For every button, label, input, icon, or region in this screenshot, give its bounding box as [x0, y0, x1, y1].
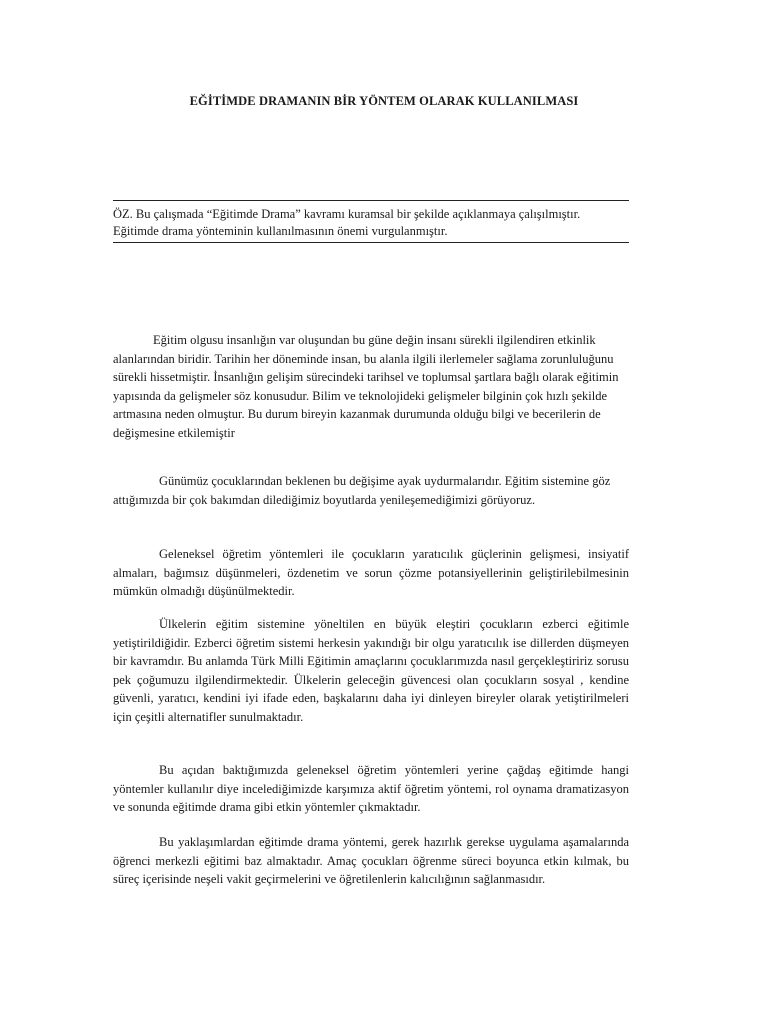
body-paragraph-6: Bu yaklaşımlardan eğitimde drama yöntemi, gerek hazırlık gerekse uygulama aşamalarında öğrenci merkezli eğitimi baz almaktadır. Amaç çocukları öğrenme süreci boyunca etkin kılmak, bu süreç içerisinde neşeli vakit geçirmelerini ve öğretilenlerin kalıcılığının sağlanmasıdır. [113, 835, 629, 886]
body-paragraph-4: Ülkelerin eğitim sistemine yöneltilen en büyük eleştiri çocukların ezberci eğitimle yetiştirildiğidir. Ezberci öğretim sistemi herkesin yakındığı bir olgu yaratıcılık ise dillerden düşmeyen bir kavramdır. Bu anlamda Türk Milli Eğitimin amaçlarını çocuklarımızda nasıl gerçekleştiririz sorusu pek çoğumuzu ilgilendirmektedir. Ülkelerin geleceğin güvencesi olan çocukların sosyal , kendine güvenli, yaratıcı, kendini iyi ifade eden, başkalarını daha iyi dinleyen bireyler olarak yetiştirilmeleri için çeşitli alternatifler sunulmaktadır. [113, 617, 629, 724]
document-title: EĞİTİMDE DRAMANIN BİR YÖNTEM OLARAK KULLANILMASI [189, 94, 579, 108]
body-paragraph-5: Bu açıdan baktığımızda geleneksel öğretim yöntemleri yerine çağdaş eğitimde hangi yöntemler kullanılır diye incelediğimizde karşımıza aktif öğretim yöntemi, rol oynama dramatizasyon ve sonunda eğitimde drama gibi etkin yöntemler çıkmaktadır. [113, 763, 629, 814]
body-paragraph-2: Günümüz çocuklarından beklenen bu değişime ayak uydurmalarıdır. Eğitim sistemine göz attığımızda bir çok bakımdan dilediğimiz boyutlarda yenileşemediğimizi görüyoruz. [113, 474, 611, 507]
body-paragraph-1: Eğitim olgusu insanlığın var oluşundan bu güne değin insanı sürekli ilgilendiren etkinlik alanlarından biridir. Tarihin her döneminde insan, bu alanla ilgili ilerlemeler sağlama zorunluluğunu sürekli hissetmiştir. İnsanlığın gelişim sürecindeki tarihsel ve toplumsal şartlara bağlı olarak eğitimin yapısında da gelişmeler söz konusudur. Bilim ve teknolojideki gelişmeler bilginin çok hızlı şekilde artmasına neden olmuştur. Bu durum bireyin kazanmak durumunda olduğu bilgi ve becerilerin de değişmesine etkilemiştir [113, 333, 619, 440]
abstract-block: ÖZ. Bu çalışmada “Eğitimde Drama” kavramı kuramsal bir şekilde açıklanmaya çalışılmıştır. Eğitimde drama yönteminin kullanılmasının önemi vurgulanmıştır. [113, 200, 629, 243]
body-paragraph-3: Geleneksel öğretim yöntemleri ile çocukların yaratıcılık güçlerinin gelişmesi, insiyatif almaları, bağımsız düşünmeleri, özdenetim ve sorun çözme potansiyellerinin geliştirilebilmesinin mümkün olmadığı düşünülmektedir. [113, 547, 629, 598]
